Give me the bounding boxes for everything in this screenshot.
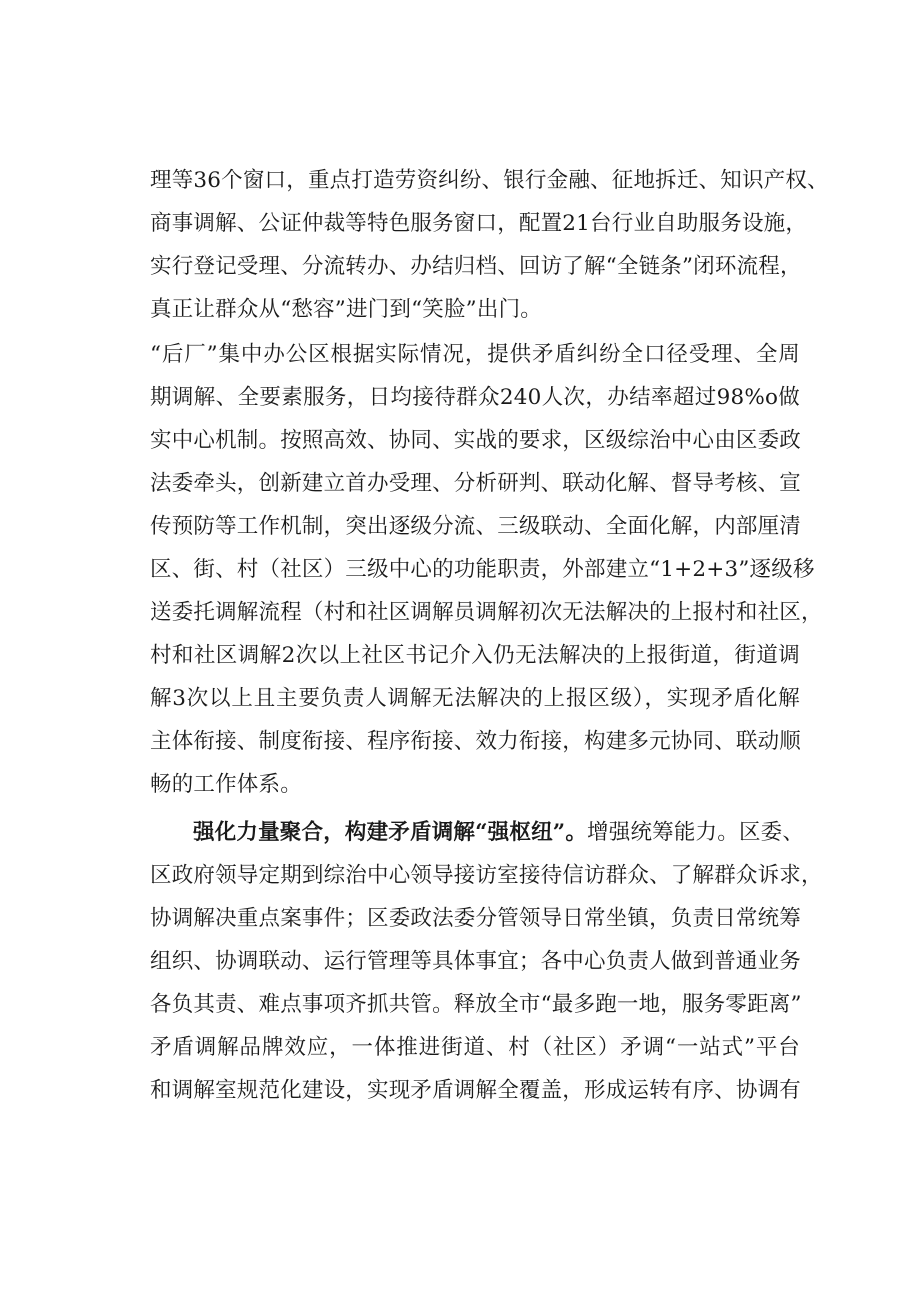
paragraph1-line-4: 真正让群众从“愁容”进门到“笑脸”出门。 <box>150 297 542 322</box>
paragraph2-line-3: 实中心机制。按照高效、协同、实战的要求，区级综治中心由区委政 <box>150 428 802 453</box>
paragraph3-line-1 <box>193 818 805 848</box>
paragraph2-line-6: 区、街、村（社区）三级中心的功能职责，外部建立“1+2+3”逐级移 <box>150 557 815 582</box>
paragraph1-line-2: 商事调解、公证仲裁等特色服务窗口，配置21台行业自助服务设施， <box>150 211 808 236</box>
paragraph2-line-1: “后厂”集中办公区根据实际情况，提供矛盾纠纷全口径受理、全周 <box>150 342 800 367</box>
paragraph1-line-1: 理等36个窗口，重点打造劳资纠纷、银行金融、征地拆迁、知识产权、 <box>150 168 829 193</box>
paragraph2-line-7: 送委托调解流程（村和社区调解员调解初次无法解决的上报村和社区， <box>150 600 823 625</box>
paragraph2-line-9: 解3次以上且主要负责人调解无法解决的上报区级），实现矛盾化解 <box>150 686 800 711</box>
paragraph3-line-7: 和调解室规范化建设，实现矛盾调解全覆盖，形成运转有序、协调有 <box>150 1078 802 1103</box>
paragraph3-line-5: 各负其责、难点事项齐抓共管。释放全市“最多跑一地，服务零距离” <box>150 992 802 1017</box>
paragraph3-line-4: 组织、协调联动、运行管理等具体事宜；各中心负责人做到普通业务 <box>150 949 802 974</box>
paragraph2-line-2: 期调解、全要素服务，日均接待群众240人次，办结率超过98%o做 <box>150 385 800 410</box>
paragraph3-first-line-rest: 增强统筹能力。区委、 <box>587 820 805 845</box>
paragraph2-line-5: 传预防等工作机制，突出逐级分流、三级联动、全面化解，内部厘清 <box>150 514 802 539</box>
paragraph2-line-10: 主体衔接、制度衔接、程序衔接、效力衔接，构建多元协同、联动顺 <box>150 729 802 754</box>
paragraph3-heading: 强化力量聚合，构建矛盾调解“强枢纽”。 <box>193 820 588 845</box>
paragraph2-line-11: 畅的工作体系。 <box>150 772 302 797</box>
paragraph2-line-4: 法委牵头，创新建立首办受理、分析研判、联动化解、督导考核、宣 <box>150 471 802 496</box>
paragraph3-line-2: 区政府领导定期到综治中心领导接访室接待信访群众、了解群众诉求， <box>150 863 823 888</box>
paragraph3-line-3: 协调解决重点案事件；区委政法委分管领导日常坐镇，负责日常统筹 <box>150 906 802 931</box>
paragraph2-line-8: 村和社区调解2次以上社区书记介入仍无法解决的上报街道，街道调 <box>150 643 800 668</box>
paragraph3-line-6: 矛盾调解品牌效应，一体推进街道、村（社区）矛调“一站式”平台 <box>150 1035 800 1060</box>
paragraph1-line-3: 实行登记受理、分流转办、办结归档、回访了解“全链条”闭环流程， <box>150 254 802 279</box>
